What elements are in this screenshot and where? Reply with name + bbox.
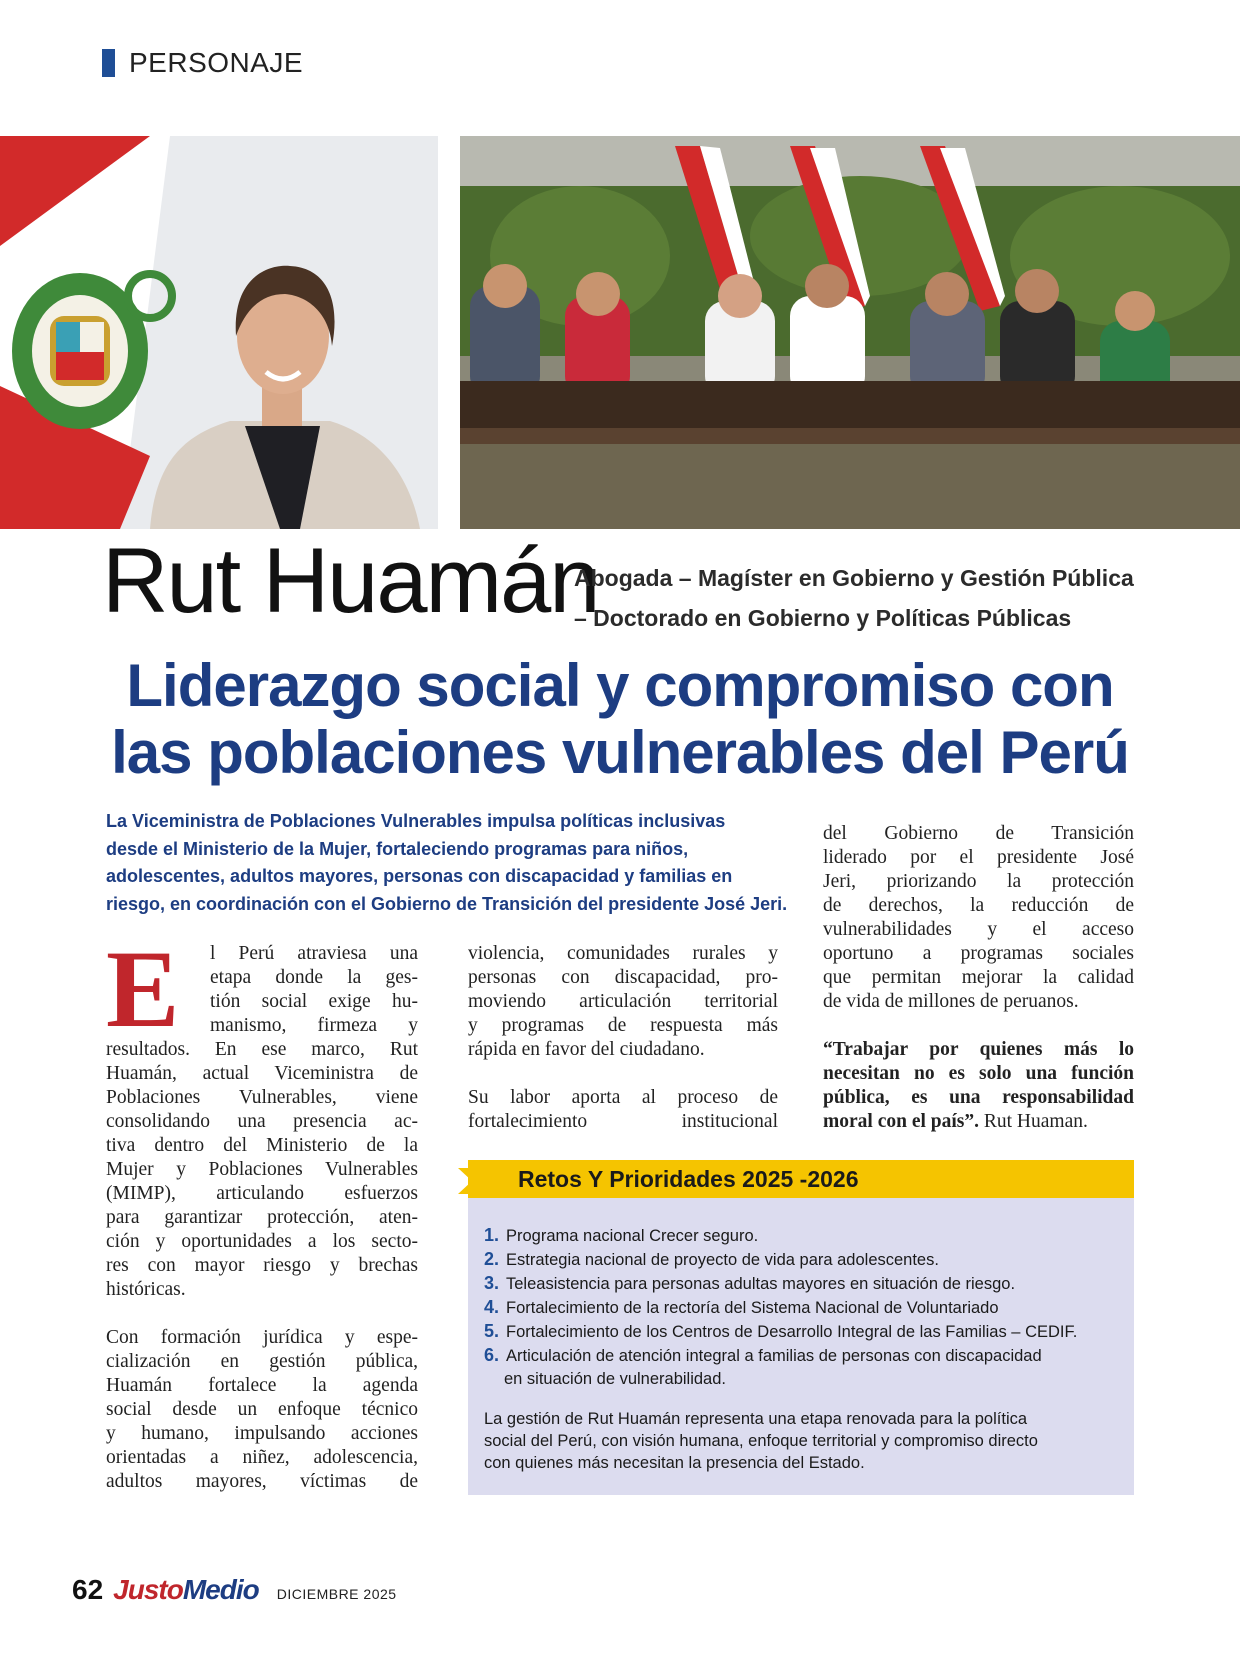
portrait-photo (0, 136, 438, 529)
body-line: social desde un enfoque técnico (106, 1399, 418, 1420)
page-number: 62 (72, 1574, 104, 1605)
quote-last-line (823, 1110, 1134, 1134)
list-number: 6. (484, 1345, 500, 1365)
body-line: (MIMP), articulando esfuerzos (106, 1183, 418, 1204)
credential-line: – Doctorado en Gobierno y Políticas Públicas (574, 605, 1072, 631)
brand-logo-part2: Medio (182, 1574, 259, 1605)
lead-line: riesgo, en coordinación con el Gobierno de Transición del presidente José Jeri. (106, 893, 788, 914)
body-line: vulnerabilidades y el acceso (823, 919, 1134, 940)
list-item-continuation: en situación de vulnerabilidad. (504, 1370, 726, 1388)
priorities-title: Retos Y Prioridades 2025 -2026 (518, 1166, 859, 1192)
list-item (484, 1272, 1124, 1296)
body-line: y programas de respuesta más (468, 1015, 778, 1036)
closing-line: La gestión de Rut Huamán representa una etapa renovada para la política (484, 1410, 1028, 1428)
body-line: manismo, firmeza y (210, 1015, 418, 1036)
section-label: PERSONAJE (129, 47, 304, 78)
quote-line: moral con el país”. (823, 1111, 979, 1132)
quote-line: “Trabajar por quienes más lo (823, 1039, 1134, 1060)
list-text: Fortalecimiento de la rectoría del Sistema Nacional de Voluntariado (506, 1299, 999, 1317)
meeting-photo (460, 136, 1240, 529)
page-footer (72, 1574, 397, 1606)
issue-date: DICIEMBRE 2025 (276, 1586, 397, 1602)
body-line: que permitan mejorar la calidad (823, 967, 1134, 988)
body-column-3 (823, 822, 1134, 1134)
body-line: y humano, impulsando acciones (106, 1423, 418, 1444)
body-line: para garantizar protección, aten- (106, 1207, 418, 1228)
lead-line: La Viceministra de Poblaciones Vulnerables impulsa políticas inclusivas (106, 811, 726, 831)
body-line: oportuno a programas sociales (823, 943, 1134, 964)
priorities-closing (484, 1408, 1124, 1474)
body-line: Poblaciones Vulnerables, viene (106, 1087, 418, 1108)
body-line: de vida de millones de peruanos. (823, 991, 1079, 1012)
list-text: Estrategia nacional de proyecto de vida para adolescentes. (506, 1251, 939, 1269)
headline-line: Liderazgo social y compromiso con (126, 652, 1114, 719)
headline (40, 652, 1200, 786)
credentials (574, 558, 1214, 638)
body-line: Con formación jurídica y espe- (106, 1327, 418, 1348)
body-line: personas con discapacidad, pro- (468, 967, 778, 988)
list-item (484, 1320, 1124, 1344)
body-column-1 (106, 928, 418, 1494)
body-line: históricas. (106, 1279, 186, 1300)
body-line: Huamán fortalece la agenda (106, 1375, 418, 1396)
lead-line: desde el Ministerio de la Mujer, fortaleciendo programas para niños, (106, 838, 689, 859)
body-line: res con mayor riesgo y brechas (106, 1255, 418, 1276)
quote-attribution: Rut Huaman. (979, 1111, 1088, 1132)
body-line: del Gobierno de Transición (823, 823, 1134, 844)
list-item (484, 1248, 1124, 1272)
body-line: fortalecimiento institucional (468, 1111, 778, 1132)
body-line: cialización en gestión pública, (106, 1351, 418, 1372)
body-line: tiva dentro del Ministerio de la (106, 1135, 418, 1156)
body-line: Mujer y Poblaciones Vulnerables (106, 1159, 418, 1180)
list-number: 1. (484, 1225, 500, 1245)
list-item (484, 1344, 1124, 1368)
list-text: Teleasistencia para personas adultas mayores en situación de riesgo. (506, 1275, 1016, 1293)
body-line: ción y oportunidades a los secto- (106, 1231, 418, 1252)
list-number: 4. (484, 1297, 500, 1317)
section-marker (102, 49, 115, 77)
priorities-list (484, 1224, 1124, 1391)
person-name: Rut Huamán (102, 530, 599, 632)
body-line: Huamán, actual Viceministra de (106, 1063, 418, 1084)
list-item (484, 1224, 1124, 1248)
body-line: moviendo articulación territorial (468, 991, 778, 1012)
list-text: Programa nacional Crecer seguro. (506, 1227, 759, 1245)
body-line: resultados. En ese marco, Rut (106, 1039, 418, 1060)
body-line: orientadas a niñez, adolescencia, (106, 1447, 418, 1468)
body-line: tión social exige hu- (210, 991, 418, 1012)
credential-line: Abogada – Magíster en Gobierno y Gestión Pública (574, 565, 1134, 591)
list-number: 5. (484, 1321, 500, 1341)
body-column-2 (468, 942, 778, 1134)
body-line: violencia, comunidades rurales y (468, 943, 778, 964)
closing-line: con quienes más necesitan la presencia del Estado. (484, 1454, 865, 1472)
body-line: l Perú atraviesa una (210, 943, 418, 964)
quote-line: necesitan no es solo una función (823, 1063, 1134, 1084)
drop-cap: E (106, 928, 180, 1050)
list-text: Articulación de atención integral a familias de personas con discapacidad (506, 1347, 1042, 1365)
body-line: liderado por el presidente José (823, 847, 1134, 868)
list-number: 2. (484, 1249, 500, 1269)
list-item (484, 1296, 1124, 1320)
headline-line: las poblaciones vulnerables del Perú (111, 719, 1129, 786)
lead-line: adolescentes, adultos mayores, personas con discapacidad y familias en (106, 866, 733, 886)
body-line: Jeri, priorizando la protección (823, 871, 1134, 892)
body-line: consolidando una presencia ac- (106, 1111, 418, 1132)
closing-line: social del Perú, con visión humana, enfoque territorial y compromiso directo (484, 1432, 1038, 1450)
brand-logo-part1: Justo (113, 1574, 183, 1605)
body-line: adultos mayores, víctimas de (106, 1471, 418, 1492)
lead-paragraph (106, 808, 796, 918)
list-number: 3. (484, 1273, 500, 1293)
chevron-right-icon (458, 1168, 484, 1194)
body-line: de derechos, la reducción de (823, 895, 1134, 916)
quote-line: pública, es una responsabilidad (823, 1087, 1134, 1108)
body-line: etapa donde la ges- (210, 967, 418, 988)
section-header (102, 48, 303, 78)
list-text: Fortalecimiento de los Centros de Desarrollo Integral de las Familias – CEDIF. (506, 1323, 1078, 1341)
body-line: Su labor aporta al proceso de (468, 1087, 778, 1108)
body-line: rápida en favor del ciudadano. (468, 1039, 705, 1060)
